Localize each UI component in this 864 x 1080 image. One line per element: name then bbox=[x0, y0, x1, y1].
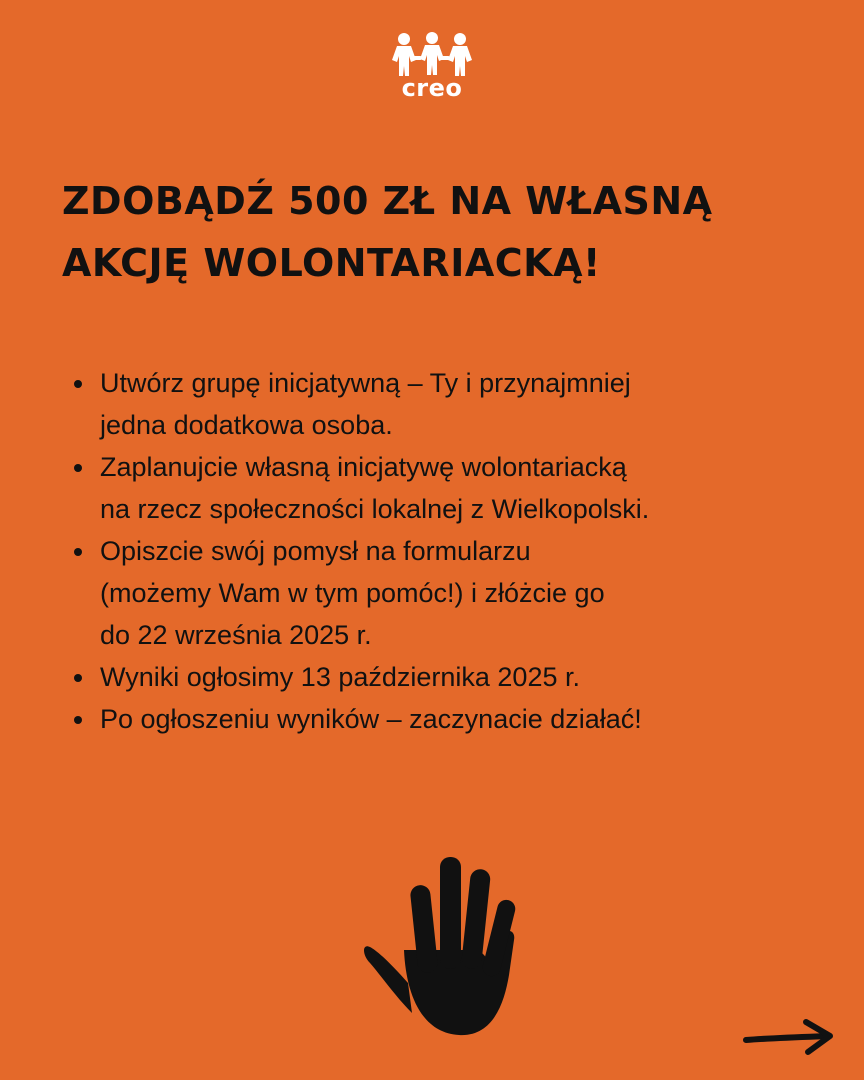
logo-text: creo bbox=[401, 74, 463, 102]
step-5-line-1: Po ogłoszeniu wyników – zaczynacie działać! bbox=[100, 704, 642, 734]
step-2-line-2: na rzecz społeczności lokalnej z Wielkopolski. bbox=[100, 494, 650, 524]
step-item-2 bbox=[70, 446, 830, 530]
three-people-icon bbox=[386, 32, 478, 78]
step-item-1 bbox=[70, 362, 830, 446]
step-2-line-1: Zaplanujcie własną inicjatywę wolontariacką bbox=[100, 452, 627, 482]
step-item-4 bbox=[70, 656, 830, 698]
headline-line-1: ZDOBĄDŹ 500 ZŁ NA WŁASNĄ bbox=[62, 179, 713, 223]
step-3-line-2: (możemy Wam w tym pomóc!) i złóżcie go bbox=[100, 578, 605, 608]
step-3-line-1: Opiszcie swój pomysł na formularzu bbox=[100, 536, 531, 566]
step-3-line-3: do 22 września 2025 r. bbox=[100, 620, 372, 650]
step-1-line-2: jedna dodatkowa osoba. bbox=[100, 410, 393, 440]
creo-logo bbox=[386, 32, 478, 104]
headline-line-2: AKCJĘ WOLONTARIACKĄ! bbox=[62, 241, 601, 285]
steps-list bbox=[70, 362, 830, 740]
arrow-right-icon[interactable] bbox=[742, 1014, 838, 1062]
headline bbox=[62, 170, 782, 294]
step-1-line-1: Utwórz grupę inicjatywną – Ty i przynajmniej bbox=[100, 368, 631, 398]
hand-icon bbox=[364, 855, 524, 1040]
step-4-line-1: Wyniki ogłosimy 13 października 2025 r. bbox=[100, 662, 580, 692]
step-item-3 bbox=[70, 530, 830, 656]
step-item-5 bbox=[70, 698, 830, 740]
